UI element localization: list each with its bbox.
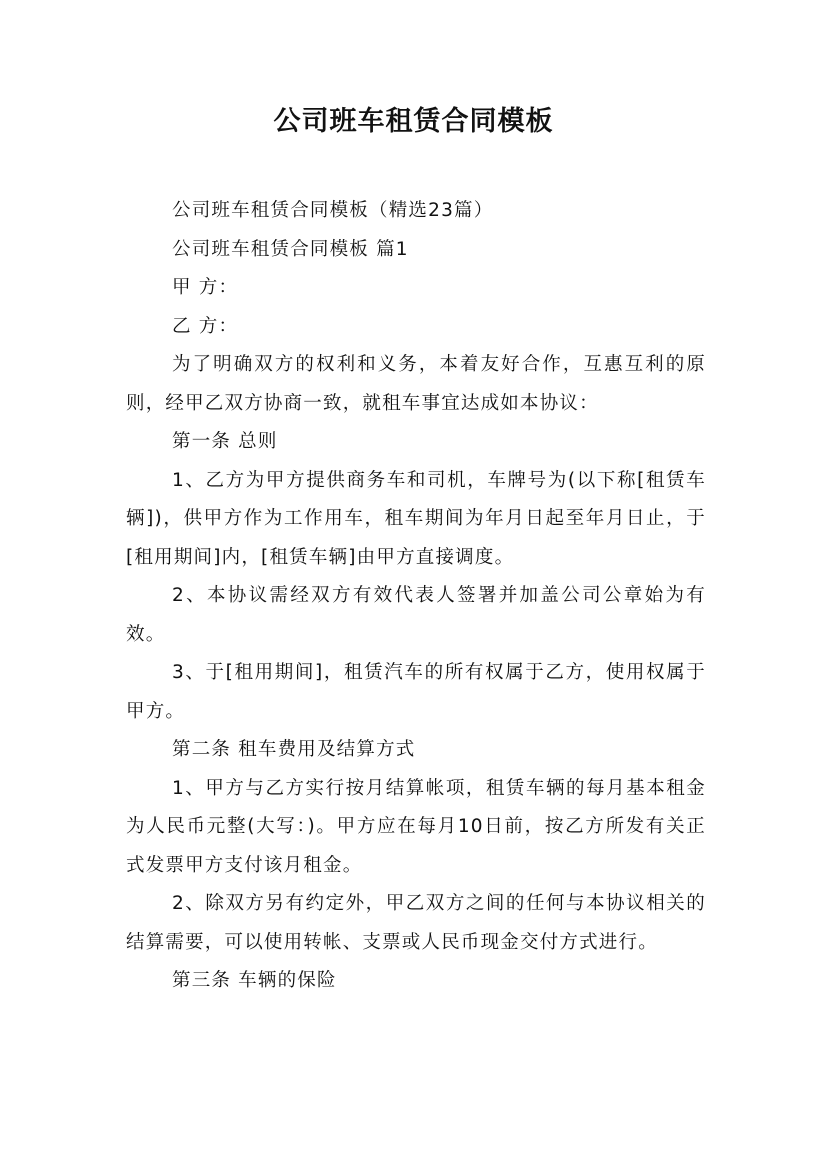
article-3-heading: 第三条 车辆的保险 [172,970,337,991]
article-2-clause-2: 2、除双方另有约定外，甲乙双方之间的任何与本协议相关的结算需要，可以使用转帐、支票或人民币现金交付方式进行。 [126,893,706,953]
article-1-clause-1: 1、乙方为甲方提供商务车和司机，车牌号为(以下称[租赁车辆])，供甲方作为工作用车，租车期间为年月日起至年月日止，于[租用期间]内，[租赁车辆]由甲方直接调度。 [126,469,706,568]
article-1-heading: 第一条 总则 [172,431,278,452]
subtitle-selection: 公司班车租赁合同模板（精选23篇） [172,200,494,221]
section-heading-part-1: 公司班车租赁合同模板 篇1 [172,238,409,260]
article-2-heading: 第二条 租车费用及结算方式 [172,739,416,760]
document-body [126,192,706,1001]
article-1-clause-2: 2、本协议需经双方有效代表人签署并加盖公司公章始为有效。 [126,585,706,645]
article-1-clause-3: 3、于[租用期间]，租赁汽车的所有权属于乙方，使用权属于甲方。 [126,662,706,722]
document-title: 公司班车租赁合同模板 [273,106,554,137]
article-2-clause-1: 1、甲方与乙方实行按月结算帐项，租赁车辆的每月基本租金为人民币元整(大写：)。甲方应在每月10日前，按乙方所发有关正式发票甲方支付该月租金。 [126,777,706,876]
party-a-line: 甲 方： [172,277,239,298]
preamble-paragraph: 为了明确双方的权利和义务，本着友好合作，互惠互利的原则，经甲乙双方协商一致，就租车事宜达成如本协议： [126,354,706,414]
party-b-line: 乙 方： [172,315,239,337]
